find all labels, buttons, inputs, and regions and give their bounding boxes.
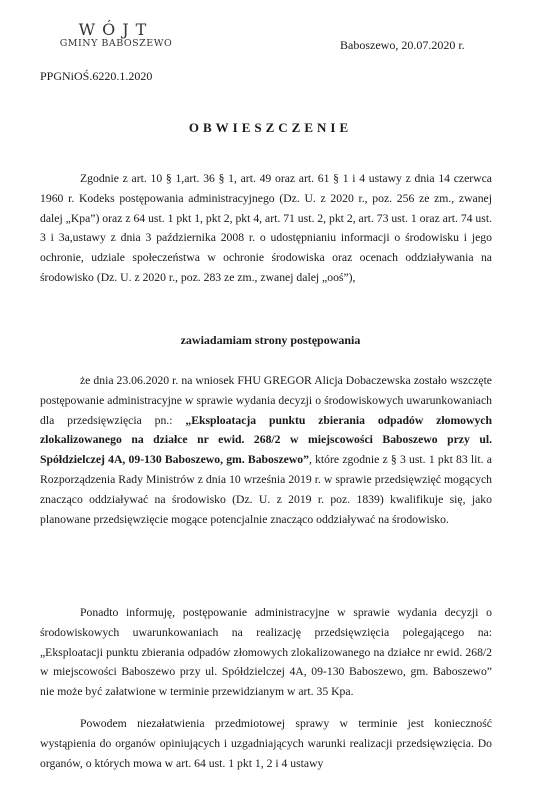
stamp-title: WÓJT [78, 20, 154, 39]
place-date: Baboszewo, 20.07.2020 r. [340, 38, 465, 52]
delay-paragraph: Ponadto informuję, postępowanie administracyjne w sprawie wydania decyzji o środowiskowych uwarunkowaniach na realizację przedsięwzięcia polegającego na: „Eksploatacji punktu zbierania odpadów złomowych zlokalizowanego na działce nr ewid. 268/2 w miejscowości Baboszewo przy ul. Spółdzielczej 4A, 09-130 Baboszewo, gm. Baboszewo” nie może być załatwione w terminie przewidzianym w art. 35 Kpa. [40, 606, 492, 699]
reference-number: PPGNiOŚ.6220.1.2020 [40, 69, 153, 83]
document-title: OBWIESZCZENIE [188, 120, 353, 135]
initiation-paragraph [40, 371, 492, 529]
initiation-text-start: że dnia 23.06.2020 r. na wniosek FHU GREGOR Alicja Dobaczewska zostało wszczęte postępowanie administracyjne w sprawie wydania decyzji o środowiskowych uwarunkowaniach dla przedsięwzięcia pn.: [40, 374, 492, 427]
reason-paragraph: Powodem niezałatwienia przedmiotowej sprawy w terminie jest konieczność wystąpienia do organów opiniujących i uzgadniających warunki realizacji przedsięwzięcia. Do organów, o których mowa w art. 64 ust. 1 pkt 1, 2 i 4 ustawy [40, 717, 492, 770]
intro-paragraph: Zgodnie z art. 10 § 1,art. 36 § 1, art. 49 oraz art. 61 § 1 i 4 ustawy z dnia 14 czerwca 1960 r. Kodeks postępowania administracyjnego (Dz. U. z 2020 r., poz. 256 ze zm., zwanej dalej „Kpa”) oraz z 64 ust. 1 pkt 1, pkt 2, pkt 4, art. 71 ust. 2, pkt 2, art. 73 ust. 1 oraz art. 74 ust. 3 i 3a,ustawy z dnia 3 października 2008 r. o udostępnianiu informacji o środowisku i jego ochronie, udziale społeczeństwa w ochronie środowiska oraz ocenach oddziaływania na środowisko (Dz. U. z 2020 r., poz. 283 ze zm., zwanej dalej „ooś”), [40, 172, 492, 284]
initiation-text-end: , które zgodnie z § 3 ust. 1 pkt 83 lit. a Rozporządzenia Rady Ministrów z dnia 10 września 2019 r. w sprawie przedsięwzięć mogących znacząco oddziaływać na środowisko (Dz. U. z 2019 r. poz. 1839) kwalifikuje się, jako planowane przedsięwzięcie mogące potencjalnie znacząco oddziaływać na środowisko. [40, 453, 492, 526]
project-name: „Eksploatacja punktu zbierania odpadów złomowych zlokalizowanego na działce nr ewid. 268/2 w miejscowości Baboszewo przy ul. Spółdzielczej 4A, 09-130 Baboszewo, gm. Baboszewo” [40, 413, 492, 467]
official-stamp [46, 22, 186, 50]
stamp-subtitle: GMINY BABOSZEWO [59, 38, 173, 49]
notice-heading: zawiadamiam strony postępowania [180, 333, 361, 347]
